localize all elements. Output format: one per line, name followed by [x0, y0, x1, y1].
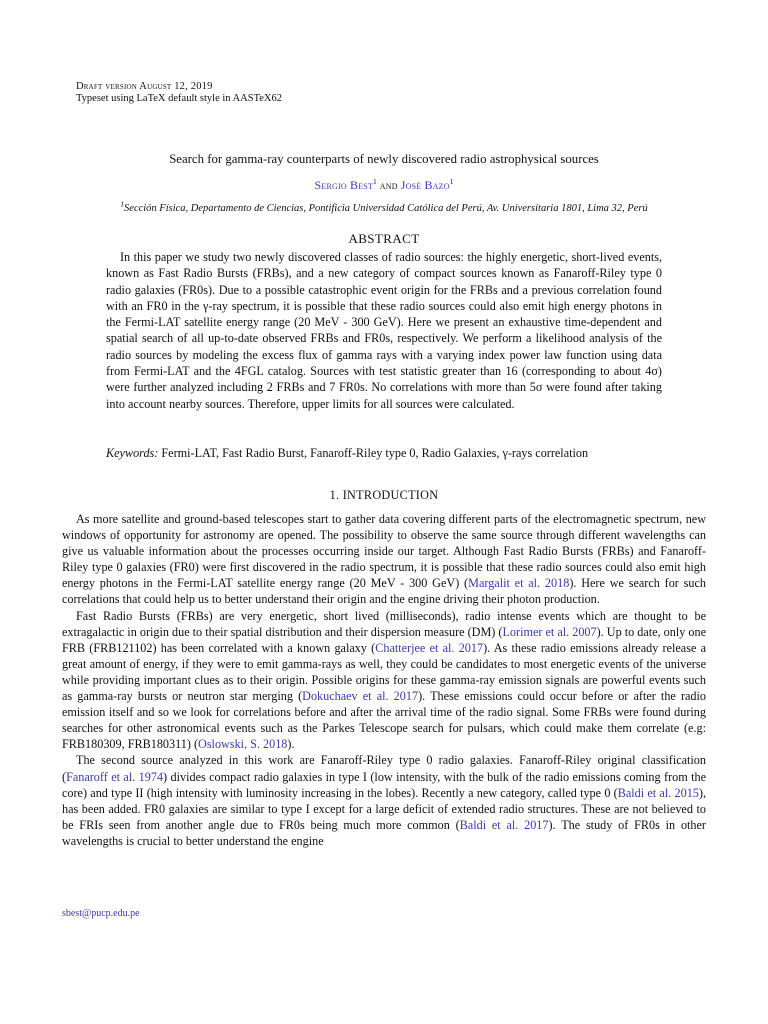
text-run: ). Here we search for such correlations that could help us to better understand their origin and the engine driving their photon production. — [62, 576, 707, 607]
abstract-heading: ABSTRACT — [348, 231, 420, 246]
author-bazo[interactable]: José Bazo — [400, 178, 450, 192]
citation-link[interactable]: Baldi et al. 2017 — [459, 817, 549, 832]
paper-title: Search for gamma-ray counterparts of newly discovered radio astrophysical sources — [169, 152, 599, 166]
affiliation — [0, 199, 768, 214]
paragraph — [62, 511, 706, 608]
author-list — [0, 178, 768, 193]
text-run: ). As these radio emissions already release a great amount of energy, if they were to emit gamma-rays as well, they could be candidates to most energetic events of the universe while providing important clues as to their origin. Possible origins for these gamma-ray emission signals are powerful events such as gamma-ray bursts or neutron star merging ( — [62, 640, 707, 704]
affil-mark: 1 — [449, 177, 454, 186]
keywords — [106, 446, 666, 461]
text-run: ) divides compact radio galaxies in type I (low intensity, with the bulk of the radio emissions coming from the core) and type II (high intensity with luminosity increasing in the lobes). Recently a new category, called type 0 ( — [62, 769, 706, 800]
keywords-label: Keywords: — [106, 446, 159, 460]
affiliation-text: Sección Física, Departamento de Ciencias, Pontificia Universidad Católica del Perú, Av. Universitaria 1801, Lima 32, Perú — [124, 203, 648, 214]
affil-mark: 1 — [373, 177, 377, 186]
citation-link[interactable]: Fanaroff et al. 1974 — [66, 769, 164, 784]
text-run: ). — [287, 737, 295, 752]
paragraph — [62, 608, 706, 753]
typeset-note: Typeset using LaTeX default style in AASTeX62 — [76, 93, 283, 104]
introduction-body — [62, 511, 706, 849]
author-conjunction: and — [379, 178, 398, 192]
text-run: The second source analyzed in this work are Fanaroff-Riley type 0 radio galaxies. Fanaroff-Riley original classification ( — [62, 753, 706, 784]
affil-number: 1 — [120, 199, 125, 209]
text-run: ). Up to date, only one FRB (FRB121102) has been correlated with a known galaxy ( — [62, 624, 706, 655]
corresponding-email[interactable]: sbest@pucp.edu.pe — [62, 908, 140, 919]
paragraph — [62, 752, 706, 849]
abstract-body: In this paper we study two newly discovered classes of radio sources: the highly energetic, short-lived events, known as Fast Radio Bursts (FRBs), and a new category of compact sources known as Fanaroff-Riley type 0 radio galaxies (FR0s). Due to a possible catastrophic event origin for the FRBs and a previous correlation found with an FR0 in the γ-ray spectrum, it is possible that these radio sources could also emit high energy photons in the Fermi-LAT satellite energy range (20 MeV - 300 GeV). Here we present an exhaustive time-dependent and spatial search of all up-to-date observed FRBs and FR0s, respectively. We perform a likelihood analysis of the radio sources by modeling the excess flux of gamma rays with a varying index power law function using data from Fermi-LAT and the 4FGL catalog. Sources with test statistic greater than 16 (corresponding to about 4σ) were further analyzed including 2 FRBs and 7 FR0s. No correlations with more than 5σ were found after taking into account nearby sources. Therefore, upper limits for all sources were calculated. — [106, 250, 662, 411]
text-run: ). The study of FR0s in other wavelengths is crucial to better understand the engine — [62, 817, 706, 848]
citation-link[interactable]: Baldi et al. 2015 — [617, 785, 699, 800]
citation-link[interactable]: Margalit et al. 2018 — [468, 576, 570, 591]
keywords-text: Fermi-LAT, Fast Radio Burst, Fanaroff-Riley type 0, Radio Galaxies, γ-rays correlation — [161, 446, 589, 460]
citation-link[interactable]: Dokuchaev et al. 2017 — [302, 689, 419, 704]
text-run: ), has been added. FR0 galaxies are similar to type I except for a large deficit of extended radio structures. These are not believed to be FRIs seen from another angle due to FR0s being much more common ( — [62, 785, 706, 832]
citation-link[interactable]: Oslowski, S. 2018 — [198, 737, 288, 752]
section-heading-introduction: 1. INTRODUCTION — [329, 488, 439, 502]
draft-version: Draft version August 12, 2019 — [76, 81, 213, 92]
text-run: As more satellite and ground-based telescopes start to gather data covering different parts of the electromagnetic spectrum, new windows of opportunity for astronomy are opened. The possibility to observe the same source through different wavelengths can give us valuable information about the processes occurring inside our target. Although Fast Radio Bursts (FRBs) and Fanaroff-Riley type 0 galaxies (FR0) were first discovered in the radio spectrum, it is possible that these radio sources could also emit high energy photons in the Fermi-LAT satellite energy range (20 MeV - 300 GeV) ( — [62, 512, 706, 591]
citation-link[interactable]: Chatterjee et al. 2017 — [375, 640, 484, 655]
running-header — [76, 81, 282, 105]
text-run: Fast Radio Bursts (FRBs) are very energetic, short lived (milliseconds), radio intense events which are thought to be extragalactic in origin due to their spatial distribution and their dispersion measure (DM) ( — [62, 608, 706, 639]
citation-link[interactable]: Lorimer et al. 2007 — [502, 624, 597, 639]
author-best[interactable]: Sergio Best — [314, 178, 374, 192]
text-run: ). These emissions could occur before or after the radio emission itself and so we look for correlations before and after the arrival time of the radio signal. Some FRBs were found during searches for other astronomical events such as the Parkes Telescope search for pulsars, which could make them correlate (e.g: FRB180309, FRB180311) ( — [62, 689, 707, 752]
